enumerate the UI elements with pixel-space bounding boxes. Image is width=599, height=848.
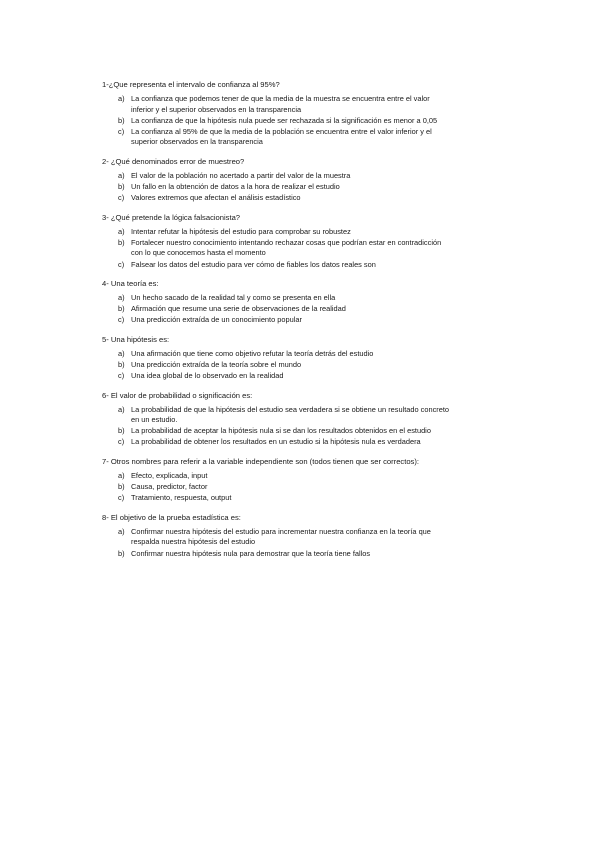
option-letter: c) [118, 437, 125, 447]
option-text: La probabilidad de obtener los resultados en un estudio si la hipótesis nula es verdadera [131, 437, 421, 447]
questionnaire [102, 79, 452, 567]
question-6: 6- El valor de probabilidad o significación es: [102, 390, 253, 400]
option-letter: b) [118, 237, 125, 247]
option-text: Efecto, explicada, input [131, 471, 208, 481]
option-item [102, 493, 452, 504]
question-2: 2- ¿Qué denominados error de muestreo? [102, 156, 245, 166]
option-text: La probabilidad de aceptar la hipótesis nula si se dan los resultados obtenidos en el estudio [131, 426, 431, 436]
option-letter: b) [118, 426, 125, 436]
option-letter: b) [118, 360, 125, 369]
option-letter: a) [118, 293, 125, 303]
question-8-options [102, 527, 452, 559]
option-text: Una idea global de lo observado en la realidad [131, 371, 284, 381]
question-7-options [102, 471, 452, 504]
option-text: La confianza de que la hipótesis nula puede ser rechazada si la significación es menor a 0,05 [131, 115, 438, 125]
option-item [102, 127, 452, 148]
option-item [102, 315, 452, 326]
option-text: La confianza al 95% de que la media de la población se encuentra entre el valor inferior y el superior observados en la transparencia [131, 126, 432, 147]
option-item [102, 405, 452, 426]
question-2-options [102, 171, 452, 204]
option-item [102, 304, 452, 315]
option-item [102, 260, 452, 271]
option-item [102, 171, 452, 182]
option-letter: b) [118, 182, 125, 192]
option-item [102, 371, 452, 382]
question-3: 3- ¿Qué pretende la lógica falsacionista? [102, 212, 241, 222]
option-letter: c) [118, 493, 125, 503]
option-item [102, 360, 452, 371]
option-letter: c) [118, 193, 125, 203]
question-6-options [102, 405, 452, 448]
option-letter: c) [118, 371, 125, 381]
option-item [102, 527, 452, 548]
option-text: La confianza que podemos tener de que la media de la muestra se encuentra entre el valor inferior y el superior observados en la transparencia [131, 94, 430, 114]
option-letter: a) [118, 348, 125, 358]
option-letter: a) [118, 170, 125, 180]
option-item [102, 482, 452, 493]
option-text: Fortalecer nuestro conocimiento intentando rechazar cosas que podrían estar en contradicción con lo que conocemos hasta el momento [131, 237, 442, 258]
option-text: Valores extremos que afectan el análisis estadístico [131, 193, 301, 203]
option-text: Afirmación que resume una serie de observaciones de la realidad [131, 304, 346, 314]
question-7: 7- Otros nombres para referir a la variable independiente son (todos tienen que ser correctos): [102, 457, 419, 467]
option-letter: b) [118, 304, 125, 314]
question-4-options [102, 293, 452, 326]
option-letter: a) [118, 404, 125, 414]
option-letter: a) [118, 526, 125, 536]
option-text: Una predicción extraída de la teoría sobre el mundo [131, 360, 302, 369]
option-item [102, 193, 452, 204]
option-text: El valor de la población no acertado a partir del valor de la muestra [131, 170, 351, 180]
question-1-options [102, 94, 452, 148]
question-5: 5- Una hipótesis es: [102, 334, 170, 344]
option-item [102, 426, 452, 437]
option-text: Un hecho sacado de la realidad tal y como se presenta en ella [131, 293, 336, 303]
option-text: Una predicción extraída de un conocimiento popular [131, 315, 302, 325]
option-text: Confirmar nuestra hipótesis nula para demostrar que la teoría tiene fallos [131, 548, 371, 558]
option-text: Falsear los datos del estudio para ver cómo de fiables los datos reales son [131, 259, 376, 269]
option-text: Confirmar nuestra hipótesis del estudio para incrementar nuestra confianza en la teoría que respalda nuestra hipótesis del estudio [131, 526, 431, 547]
question-4: 4- Una teoría es: [102, 279, 159, 289]
option-item [102, 238, 452, 259]
option-item [102, 293, 452, 304]
question-1: 1-¿Que representa el intervalo de confianza al 95%? [102, 80, 280, 89]
option-item [102, 471, 452, 482]
option-text: La probabilidad de que la hipótesis del estudio sea verdadera si se obtiene un resultado concreto en un estudio. [131, 404, 450, 425]
question-3-options [102, 227, 452, 270]
option-letter: c) [118, 259, 125, 269]
option-letter: a) [118, 226, 125, 236]
option-text: Causa, predictor, factor [131, 482, 208, 492]
option-item [102, 182, 452, 193]
option-text: Un fallo en la obtención de datos a la hora de realizar el estudio [131, 182, 340, 192]
option-item [102, 549, 452, 560]
option-letter: a) [118, 94, 125, 103]
option-item [102, 349, 452, 360]
option-item [102, 116, 452, 127]
option-letter: a) [118, 471, 125, 481]
option-letter: b) [118, 482, 125, 492]
option-letter: c) [118, 126, 125, 136]
option-letter: c) [118, 315, 125, 325]
option-text: Intentar refutar la hipótesis del estudio para comprobar su robustez [131, 226, 351, 236]
option-text: Tratamiento, respuesta, output [131, 493, 232, 503]
option-item [102, 227, 452, 238]
option-letter: b) [118, 115, 125, 125]
question-8: 8- El objetivo de la prueba estadística es: [102, 512, 241, 522]
question-5-options [102, 349, 452, 382]
option-item [102, 94, 452, 115]
option-text: Una afirmación que tiene como objetivo refutar la teoría detrás del estudio [131, 348, 374, 358]
option-letter: b) [118, 548, 125, 558]
option-item [102, 437, 452, 448]
